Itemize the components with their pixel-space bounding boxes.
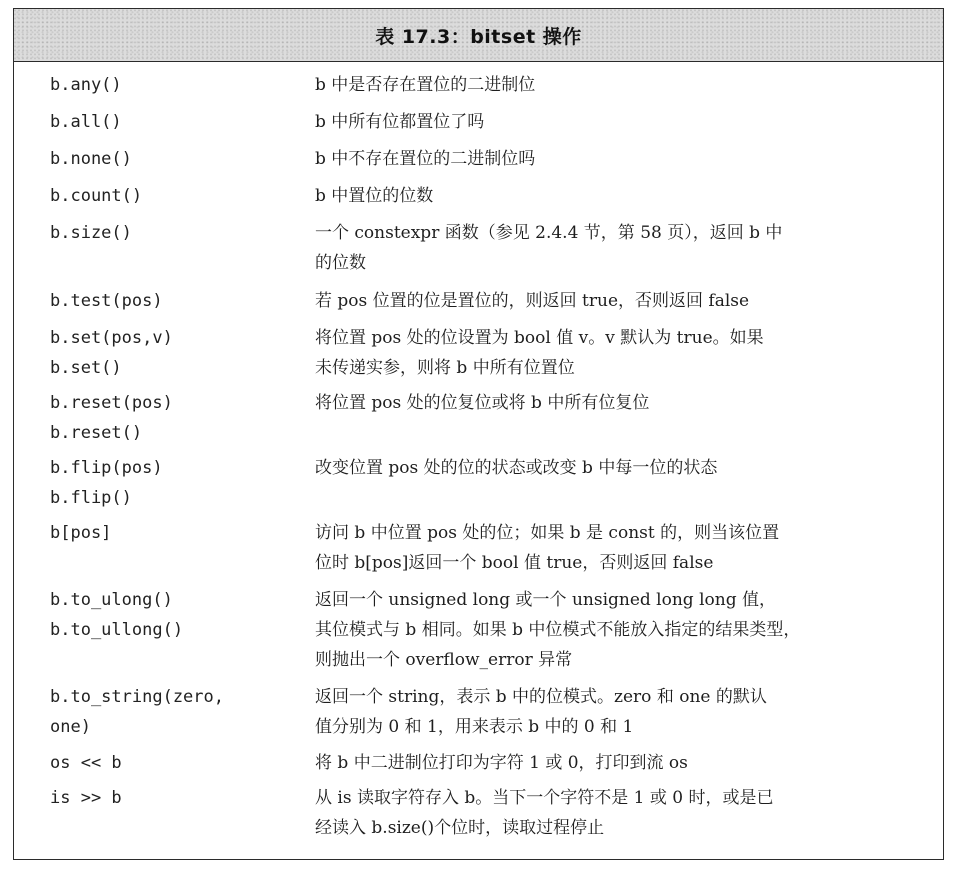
description-text: 改变位置 pos 处的位的状态或改变 b 中每一位的状态: [315, 458, 718, 478]
operation-code: b.to_string(zero,: [50, 687, 224, 707]
operation-code: b.all(): [50, 112, 122, 132]
description-text: 返回一个 string，表示 b 中的位模式。zero 和 one 的默认: [315, 687, 767, 707]
description-text: b 中是否存在置位的二进制位: [315, 75, 536, 95]
description-cell: [315, 518, 905, 578]
operation-code: b.flip(pos): [50, 458, 163, 478]
description-cell: [315, 286, 905, 316]
table-row: [14, 107, 943, 137]
operation-code: is >> b: [50, 788, 122, 808]
operation-cell: [14, 585, 315, 645]
description-text: 的位数: [315, 253, 366, 273]
description-text: 未传递实参，则将 b 中所有位置位: [315, 358, 575, 378]
description-cell: [315, 453, 905, 483]
table-header: [14, 9, 943, 62]
operation-cell: [14, 682, 315, 742]
table-row: [14, 323, 943, 383]
table-row: [14, 144, 943, 174]
operation-cell: [14, 286, 315, 316]
operation-cell: [14, 783, 315, 813]
description-text: 位时 b[pos]返回一个 bool 值 true，否则返回 false: [315, 553, 714, 573]
description-text: 将位置 pos 处的位设置为 bool 值 v。v 默认为 true。如果: [315, 328, 764, 348]
description-cell: [315, 682, 905, 742]
description-cell: [315, 218, 905, 278]
description-cell: [315, 181, 905, 211]
operation-code: b.set(): [50, 358, 122, 378]
description-text: 则抛出一个 overflow_error 异常: [315, 650, 573, 670]
description-cell: [315, 585, 905, 675]
operation-code: b.count(): [50, 186, 143, 206]
table-row: [14, 748, 943, 778]
operation-cell: [14, 748, 315, 778]
description-cell: [315, 144, 905, 174]
operation-code: b.size(): [50, 223, 132, 243]
description-text: 其位模式与 b 相同。如果 b 中位模式不能放入指定的结果类型，: [315, 620, 801, 640]
table-row: [14, 585, 943, 675]
operation-code: b.reset(pos): [50, 393, 173, 413]
table-row: [14, 518, 943, 578]
operation-code: one): [50, 717, 91, 737]
operation-cell: [14, 218, 315, 248]
operation-code: b.any(): [50, 75, 122, 95]
description-text: 值分别为 0 和 1，用来表示 b 中的 0 和 1: [315, 717, 634, 737]
description-text: 若 pos 位置的位是置位的，则返回 true，否则返回 false: [315, 291, 750, 311]
description-text: 从 is 读取字符存入 b。当下一个字符不是 1 或 0 时，或是已: [315, 788, 774, 808]
operation-cell: [14, 518, 315, 548]
description-cell: [315, 323, 905, 383]
description-text: 一个 constexpr 函数（参见 2.4.4 节，第 58 页），返回 b 中: [315, 223, 783, 243]
operation-code: b.to_ullong(): [50, 620, 184, 640]
operation-cell: [14, 107, 315, 137]
table-row: [14, 218, 943, 278]
table-body: [14, 62, 943, 843]
description-cell: [315, 70, 905, 100]
operation-code: b[pos]: [50, 523, 112, 543]
description-text: 经读入 b.size()个位时，读取过程停止: [315, 818, 605, 838]
table-row: [14, 453, 943, 513]
description-text: 将位置 pos 处的位复位或将 b 中所有位复位: [315, 393, 650, 413]
operation-cell: [14, 453, 315, 513]
table-row: [14, 783, 943, 843]
description-cell: [315, 388, 905, 418]
operation-cell: [14, 388, 315, 448]
operation-cell: [14, 144, 315, 174]
description-cell: [315, 748, 905, 778]
operation-code: b.none(): [50, 149, 132, 169]
operation-cell: [14, 181, 315, 211]
description-cell: [315, 107, 905, 137]
description-cell: [315, 783, 905, 843]
description-text: 访问 b 中位置 pos 处的位；如果 b 是 const 的，则当该位置: [315, 523, 780, 543]
description-text: b 中不存在置位的二进制位吗: [315, 149, 536, 169]
table-row: [14, 286, 943, 316]
table-row: [14, 181, 943, 211]
table-row: [14, 70, 943, 100]
operation-code: b.reset(): [50, 423, 143, 443]
description-text: 返回一个 unsigned long 或一个 unsigned long long 值，: [315, 590, 777, 610]
operation-code: os << b: [50, 753, 122, 773]
table-title: 表 17.3：bitset 操作: [375, 25, 582, 48]
operation-cell: [14, 70, 315, 100]
bitset-operations-table: [13, 8, 944, 860]
description-text: b 中所有位都置位了吗: [315, 112, 485, 132]
operation-code: b.test(pos): [50, 291, 163, 311]
operation-cell: [14, 323, 315, 383]
table-row: [14, 388, 943, 448]
operation-code: b.flip(): [50, 488, 132, 508]
description-text: b 中置位的位数: [315, 186, 434, 206]
table-row: [14, 682, 943, 742]
operation-code: b.to_ulong(): [50, 590, 173, 610]
description-text: 将 b 中二进制位打印为字符 1 或 0，打印到流 os: [315, 753, 688, 773]
operation-code: b.set(pos,v): [50, 328, 173, 348]
